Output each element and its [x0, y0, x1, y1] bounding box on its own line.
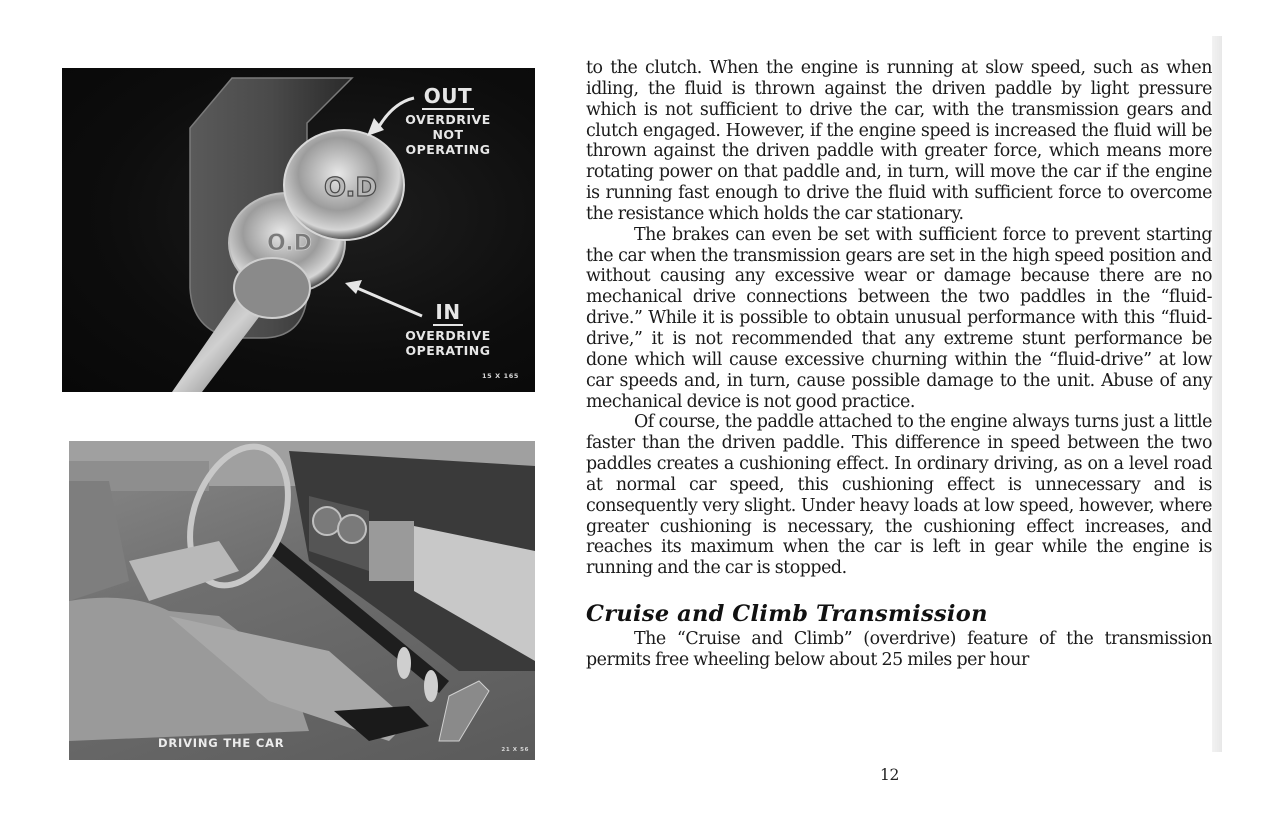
out-label-title: OUT	[423, 84, 473, 108]
body-text-column	[586, 58, 1212, 671]
photo-caption: DRIVING THE CAR	[158, 736, 285, 750]
out-label-line: NOT	[432, 127, 464, 142]
body-paragraph: to the clutch. When the engine is running at slow speed, such as when idling, the fluid is thrown against the driven paddle by light pressure which is not sufficient to drive the car, with the transmission gears and clutch engaged. However, if the engine speed is increased the fluid will be thrown against the driven paddle with greater force, which means more rotating power on that paddle and, in turn, will move the car if the engine is running fast enough to drive the fluid with sufficient force to overcome the resistance which holds the car stationary.	[586, 58, 1212, 224]
out-label-line: OPERATING	[405, 142, 491, 157]
photo-code: 15 X 165	[482, 372, 519, 380]
car-interior-illustration	[69, 441, 535, 760]
in-label-line: OPERATING	[405, 343, 491, 358]
photo-code: 21 X 56	[501, 747, 529, 753]
svg-text:O.D: O.D	[267, 231, 312, 256]
page-number: 12	[880, 766, 900, 784]
body-paragraph: The “Cruise and Climb” (overdrive) feature of the transmission permits free wheeling below about 25 miles per hour	[586, 629, 1212, 670]
in-label-title: IN	[435, 300, 461, 324]
body-paragraph: The brakes can even be set with sufficient force to prevent starting the car when the transmission gears are set in the high speed position and without causing any excessive wear or damage because there are no mechanical drive connections between the two paddles in the “fluid-drive.” While it is possible to obtain unusual performance with this “fluid-drive,” it is not recommended that any extreme stunt performance be done which will cause excessive churning within the “fluid-drive” at low car speeds and, in turn, cause possible damage to the unit. Abuse of any mechanical device is not good practice.	[586, 224, 1212, 412]
page-edge-shading	[1212, 36, 1222, 752]
section-heading: Cruise and Climb Transmission	[586, 601, 988, 628]
in-label-line: OVERDRIVE	[405, 328, 491, 343]
out-label-line: OVERDRIVE	[405, 112, 491, 127]
in-label	[398, 300, 498, 358]
body-paragraph: Of course, the paddle attached to the engine always turns just a little faster than the driven paddle. This difference in speed between the two paddles creates a cushioning effect. In ordinary driving, as on a level road at normal car speed, this cushioning effect is unnecessary and is consequently very slight. Under heavy loads at low speed, however, where greater cushioning is necessary, the cushioning effect increases, and reaches its maximum when the car is left in gear while the engine is running and the car is stopped.	[586, 412, 1212, 579]
out-label	[398, 84, 498, 157]
overdrive-button-photo	[62, 68, 535, 392]
driving-the-car-photo	[69, 441, 535, 760]
svg-text:O.D: O.D	[324, 173, 377, 203]
